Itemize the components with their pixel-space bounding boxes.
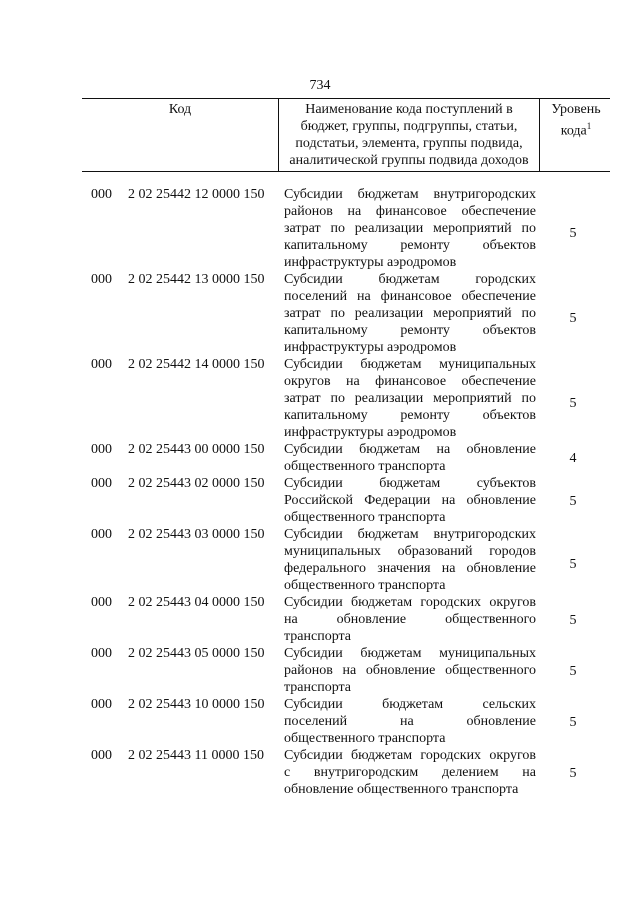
table-row <box>0 271 640 356</box>
description-line: инфраструктуры аэродромов <box>284 340 457 355</box>
description-line: капитальному ремонту объектов <box>284 323 536 338</box>
description-line: на обновление общественного <box>284 612 536 627</box>
description-line: поселений на финансовое обеспечение <box>284 289 536 304</box>
header-level-line2: кода <box>560 123 587 139</box>
code-level: 5 <box>569 226 577 241</box>
revenue-description <box>284 645 536 696</box>
description-line: Субсидии бюджетам городских округов <box>284 748 536 763</box>
revenue-code: 2 02 25442 13 0000 150 <box>128 272 265 287</box>
description-line: обновление общественного транспорта <box>284 782 519 797</box>
admin-code: 000 <box>91 748 112 763</box>
revenue-description <box>284 747 536 798</box>
description-line: Субсидии бюджетам субъектов <box>284 476 536 491</box>
header-name <box>282 101 536 169</box>
table-row <box>0 747 640 798</box>
admin-code: 000 <box>91 187 112 202</box>
header-name-line: аналитической группы подвида доходов <box>289 153 529 168</box>
description-line: затрат по реализации мероприятий по <box>284 306 536 321</box>
revenue-code: 2 02 25443 10 0000 150 <box>128 697 265 712</box>
revenue-description <box>284 696 536 747</box>
admin-code: 000 <box>91 476 112 491</box>
description-line: округов на финансовое обеспечение <box>284 374 536 389</box>
revenue-description <box>284 271 536 356</box>
admin-code: 000 <box>91 595 112 610</box>
table-row <box>0 526 640 594</box>
admin-code: 000 <box>91 527 112 542</box>
table-row <box>0 696 640 747</box>
code-level: 5 <box>569 311 577 326</box>
code-level: 5 <box>569 715 577 730</box>
table-row <box>0 441 640 475</box>
table-row <box>0 186 640 271</box>
description-line: общественного транспорта <box>284 731 446 746</box>
table-row <box>0 594 640 645</box>
description-line: затрат по реализации мероприятий по <box>284 391 536 406</box>
header-level-line1: Уровень <box>551 102 601 117</box>
description-line: районов на финансовое обеспечение <box>284 204 536 219</box>
header-name-line: бюджет, группы, подгруппы, статьи, <box>300 119 518 134</box>
description-line: Субсидии бюджетам муниципальных <box>284 646 536 661</box>
description-line: общественного транспорта <box>284 510 446 525</box>
admin-code: 000 <box>91 357 112 372</box>
header-level-footnote: 1 <box>586 121 592 131</box>
admin-code: 000 <box>91 697 112 712</box>
admin-code: 000 <box>91 442 112 457</box>
description-line: Субсидии бюджетам внутригородских <box>284 187 536 202</box>
description-line: транспорта <box>284 629 352 644</box>
description-line: Российской Федерации на обновление <box>284 493 536 508</box>
table-row <box>0 475 640 526</box>
revenue-code: 2 02 25442 14 0000 150 <box>128 357 265 372</box>
description-line: общественного транспорта <box>284 459 446 474</box>
table-row <box>0 356 640 441</box>
admin-code: 000 <box>91 272 112 287</box>
description-line: инфраструктуры аэродромов <box>284 255 457 270</box>
revenue-description <box>284 526 536 594</box>
revenue-code: 2 02 25443 04 0000 150 <box>128 595 265 610</box>
header-level <box>542 101 610 140</box>
revenue-description <box>284 441 536 475</box>
description-line: затрат по реализации мероприятий по <box>284 221 536 236</box>
description-line: Субсидии бюджетам внутригородских <box>284 527 536 542</box>
description-line: муниципальных образований городов <box>284 544 536 559</box>
description-line: общественного транспорта <box>284 578 446 593</box>
table-row <box>0 645 640 696</box>
description-line: Субсидии бюджетам сельских <box>284 697 536 712</box>
revenue-description <box>284 356 536 441</box>
code-level: 5 <box>569 557 577 572</box>
description-line: Субсидии бюджетам городских округов <box>284 595 536 610</box>
revenue-code: 2 02 25443 02 0000 150 <box>128 476 265 491</box>
description-line: Субсидии бюджетам муниципальных <box>284 357 536 372</box>
code-level: 5 <box>569 396 577 411</box>
description-line: поселений на обновление <box>284 714 536 729</box>
description-line: с внутригородским делением на <box>284 765 536 780</box>
description-line: капитальному ремонту объектов <box>284 408 536 423</box>
code-level: 5 <box>569 613 577 628</box>
code-level: 5 <box>569 664 577 679</box>
revenue-description <box>284 475 536 526</box>
description-line: Субсидии бюджетам городских <box>284 272 536 287</box>
header-divider <box>539 99 540 171</box>
admin-code: 000 <box>91 646 112 661</box>
description-line: транспорта <box>284 680 352 695</box>
header-name-line: подстатьи, элемента, группы подвида, <box>295 136 523 151</box>
description-line: инфраструктуры аэродромов <box>284 425 457 440</box>
revenue-code: 2 02 25443 00 0000 150 <box>128 442 265 457</box>
revenue-code: 2 02 25443 11 0000 150 <box>128 748 264 763</box>
revenue-code: 2 02 25443 05 0000 150 <box>128 646 265 661</box>
header-code: Код <box>168 102 192 117</box>
revenue-description <box>284 186 536 271</box>
description-line: районов на обновление общественного <box>284 663 536 678</box>
description-line: федерального значения на обновление <box>284 561 536 576</box>
description-line: Субсидии бюджетам на обновление <box>284 442 536 457</box>
revenue-description <box>284 594 536 645</box>
revenue-code: 2 02 25443 03 0000 150 <box>128 527 265 542</box>
code-level: 5 <box>569 494 577 509</box>
header-divider <box>278 99 279 171</box>
revenue-code: 2 02 25442 12 0000 150 <box>128 187 265 202</box>
table-header <box>82 98 610 172</box>
description-line: капитальному ремонту объектов <box>284 238 536 253</box>
table-body <box>0 186 640 798</box>
code-level: 5 <box>569 766 577 781</box>
header-name-line: Наименование кода поступлений в <box>305 102 513 117</box>
page-number: 734 <box>309 78 331 93</box>
code-level: 4 <box>569 451 577 466</box>
